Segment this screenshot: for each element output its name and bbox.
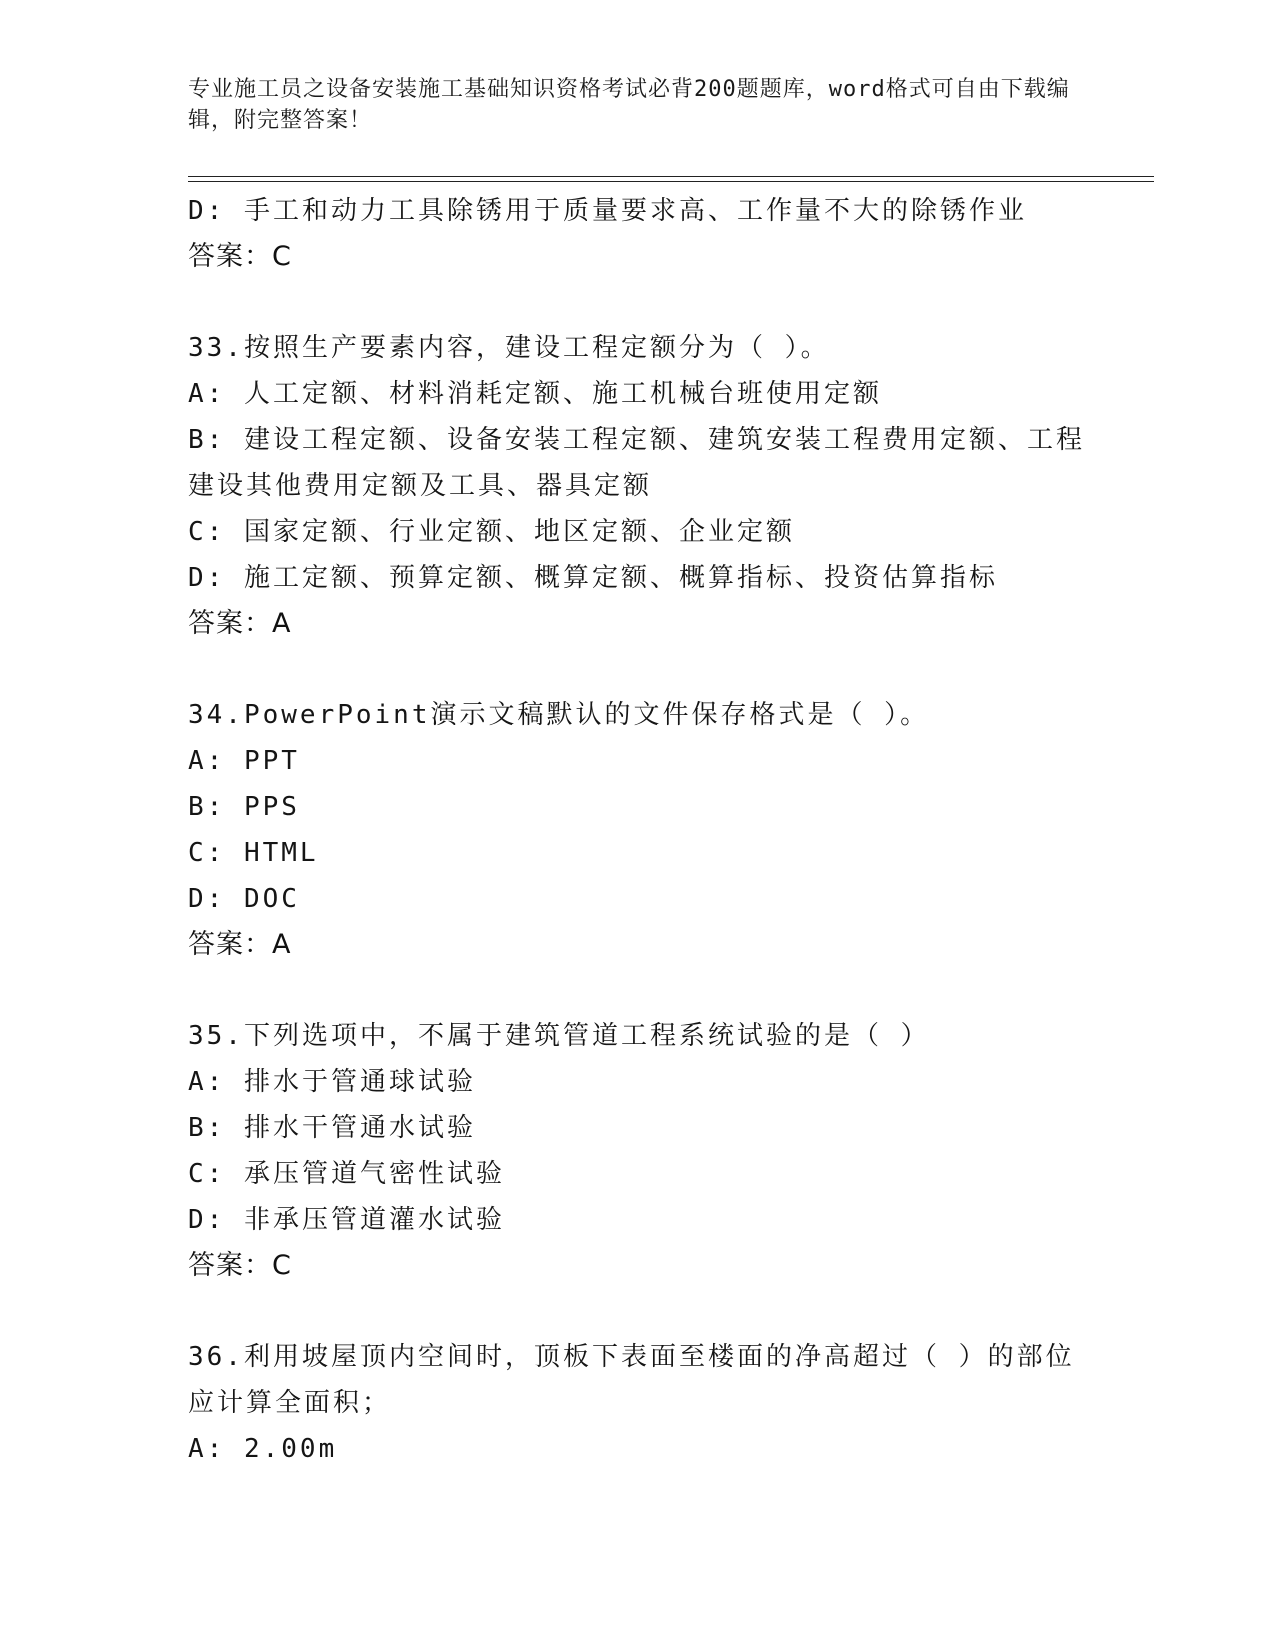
- question-36: [188, 1334, 1088, 1472]
- question-stem: 33.按照生产要素内容，建设工程定额分为（ ）。: [188, 333, 830, 363]
- answer-label: 答案：A: [188, 608, 292, 639]
- question-34: [188, 692, 1088, 968]
- option-a: A: PPT: [188, 746, 300, 776]
- option-b: B: 排水干管通水试验: [188, 1113, 476, 1143]
- option-c: C: HTML: [188, 838, 319, 868]
- answer-label: 答案：A: [188, 929, 292, 960]
- document-body: [188, 188, 1088, 1472]
- option-b: B: PPS: [188, 792, 300, 822]
- option-d: D: DOC: [188, 884, 300, 914]
- option-a: A: 排水于管通球试验: [188, 1067, 476, 1097]
- option-c: C: 国家定额、行业定额、地区定额、企业定额: [188, 517, 795, 547]
- option-b: B: 建设工程定额、设备安装工程定额、建筑安装工程费用定额、工程建设其他费用定额及工具、器具定额: [188, 425, 1085, 501]
- option-c: C: 承压管道气密性试验: [188, 1159, 505, 1189]
- header-divider-top: [188, 176, 1154, 177]
- question-32-tail: [188, 188, 1088, 280]
- question-33: [188, 325, 1088, 647]
- question-stem: 35.下列选项中，不属于建筑管道工程系统试验的是（ ）: [188, 1021, 930, 1051]
- document-header: 专业施工员之设备安装施工基础知识资格考试必背200题题库，word格式可自由下载编辑，附完整答案！: [188, 77, 1070, 133]
- question-stem: 34.PowerPoint演示文稿默认的文件保存格式是（ ）。: [188, 700, 930, 730]
- option-d: D: 非承压管道灌水试验: [188, 1205, 505, 1235]
- option-d: D: 施工定额、预算定额、概算定额、概算指标、投资估算指标: [188, 563, 998, 593]
- option-a: A: 人工定额、材料消耗定额、施工机械台班使用定额: [188, 379, 882, 409]
- answer-label: 答案：C: [188, 1250, 292, 1281]
- option-d: D: 手工和动力工具除锈用于质量要求高、工作量不大的除锈作业: [188, 196, 1027, 226]
- question-35: [188, 1013, 1088, 1289]
- question-stem: 36.利用坡屋顶内空间时，顶板下表面至楼面的净高超过（ ）的部位应计算全面积；: [188, 1342, 1075, 1418]
- option-a: A: 2.00m: [188, 1434, 338, 1464]
- header-divider-bottom: [188, 181, 1154, 182]
- answer-label: 答案：C: [188, 241, 292, 272]
